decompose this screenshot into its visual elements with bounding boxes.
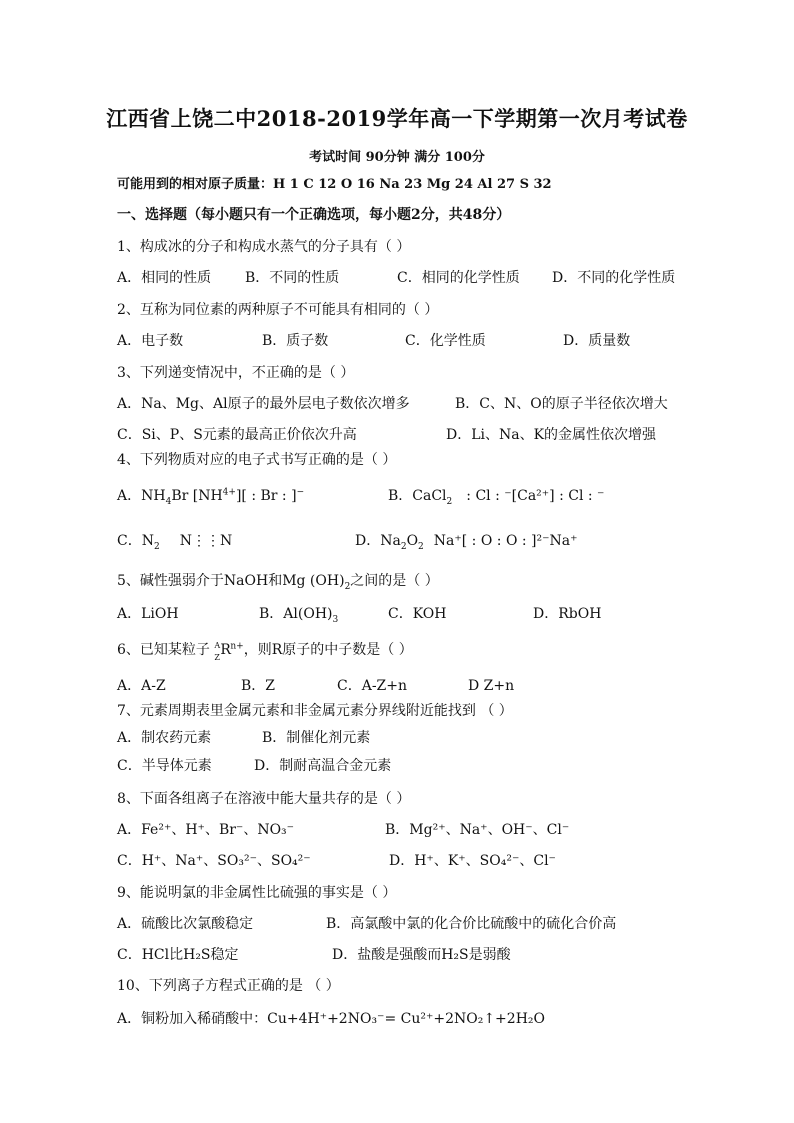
q7-stem: 7、元素周期表里金属元素和非金属元素分界线附近能找到 （ ） bbox=[117, 703, 513, 719]
q4-option-b: B．CaCl$_2$ : Cl : ⁻[Ca²⁺] : Cl : ⁻ bbox=[388, 488, 605, 507]
q5-stem: 5、碱性强弱介于NaOH和Mg $(OH)_2$之间的是（ ） bbox=[117, 573, 439, 592]
q7-option-c: C．半导体元素 bbox=[117, 758, 212, 774]
q6-option-a: A．A-Z bbox=[117, 678, 166, 694]
q9-option-a: A．硫酸比次氯酸稳定 bbox=[117, 916, 254, 932]
atomic-masses: 可能用到的相对原子质量：H 1 C 12 O 16 Na 23 Mg 24 Al 27 S 32 bbox=[117, 177, 552, 192]
q2-option-b: B．质子数 bbox=[262, 333, 329, 349]
q6-option-b: B．Z bbox=[241, 678, 276, 694]
q4-option-c: C．$N_2$ N⋮⋮N bbox=[117, 533, 233, 552]
q6-option-d: D Z+n bbox=[468, 678, 515, 694]
q9-stem: 9、能说明氯的非金属性比硫强的事实是（ ） bbox=[117, 885, 397, 901]
q8-option-d: D．H⁺、K⁺、SO₄²⁻、Cl⁻ bbox=[389, 853, 556, 869]
q5-option-a: A．LiOH bbox=[117, 606, 179, 622]
q2-option-a: A．电子数 bbox=[117, 333, 184, 349]
q8-option-a: A．Fe²⁺、H⁺、Br⁻、NO₃⁻ bbox=[117, 822, 295, 838]
section1-heading: 一、选择题（每小题只有一个正确选项，每小题2分，共48分） bbox=[117, 207, 511, 223]
q6-stem: 6、已知某粒子 A Z R $^{n+}$，则R原子的中子数是（ ） bbox=[117, 641, 413, 662]
q8-option-c: C．H⁺、Na⁺、SO₃²⁻、SO₄²⁻ bbox=[117, 853, 311, 869]
q7-option-b: B．制催化剂元素 bbox=[262, 730, 371, 746]
q3-option-d: D．Li、Na、K的金属性依次增强 bbox=[446, 427, 657, 443]
q3-stem: 3、下列递变情况中，不正确的是（ ） bbox=[117, 365, 355, 381]
q4-option-a: A．$NH_4Br$ $[NH^{4+}]$[ : Br : ]− bbox=[117, 487, 305, 507]
q3-option-b: B．C、N、O的原子半径依次增大 bbox=[455, 396, 668, 412]
q8-stem: 8、下面各组离子在溶液中能大量共存的是（ ） bbox=[117, 791, 411, 807]
q1-stem: 1、构成冰的分子和构成水蒸气的分子具有（ ） bbox=[117, 239, 411, 255]
q9-option-b: B．高氯酸中氯的化合价比硫酸中的硫化合价高 bbox=[326, 916, 617, 932]
q1-option-d: D．不同的化学性质 bbox=[552, 270, 676, 286]
q8-option-b: B．Mg²⁺、Na⁺、OH⁻、Cl⁻ bbox=[385, 822, 570, 838]
q10-option-a: A．铜粉加入稀硝酸中：Cu+4H⁺+2NO₃⁻= Cu²⁺+2NO₂↑+2H₂O bbox=[117, 1011, 545, 1027]
q1-option-c: C．相同的化学性质 bbox=[397, 270, 520, 286]
q4-option-d: D．$Na_2O_2$ Na⁺[ : O : O : ]²⁻Na⁺ bbox=[355, 533, 578, 552]
q1-option-a: A．相同的性质 bbox=[117, 270, 212, 286]
q5-option-d: D．RbOH bbox=[533, 606, 602, 622]
isotope-notation: A Z R bbox=[214, 641, 231, 662]
q4-stem: 4、下列物质对应的电子式书写正确的是（ ） bbox=[117, 452, 397, 468]
q3-option-a: A．Na、Mg、Al原子的最外层电子数依次增多 bbox=[117, 396, 410, 412]
q2-option-c: C．化学性质 bbox=[405, 333, 486, 349]
q2-option-d: D．质量数 bbox=[563, 333, 631, 349]
q9-option-c: C．HCl比H₂S稳定 bbox=[117, 947, 239, 963]
q7-option-d: D．制耐高温合金元素 bbox=[254, 758, 392, 774]
q2-stem: 2、互称为同位素的两种原子不可能具有相同的（ ） bbox=[117, 302, 439, 318]
exam-title: 江西省上饶二中2018-2019学年高一下学期第一次月考试卷 bbox=[106, 106, 688, 131]
q10-stem: 10、下列离子方程式正确的是 （ ） bbox=[117, 978, 340, 994]
q5-option-b: B．$Al(OH)_3$ bbox=[259, 606, 339, 625]
q7-option-a: A．制农药元素 bbox=[117, 730, 212, 746]
q6-option-c: C．A-Z+n bbox=[337, 678, 408, 694]
q9-option-d: D．盐酸是强酸而H₂S是弱酸 bbox=[332, 947, 511, 963]
q5-option-c: C．KOH bbox=[388, 606, 447, 622]
exam-subtitle: 考试时间 90分钟 满分 100分 bbox=[309, 150, 485, 165]
q1-option-b: B．不同的性质 bbox=[245, 270, 340, 286]
q3-option-c: C．Si、P、S元素的最高正价依次升高 bbox=[117, 427, 357, 443]
